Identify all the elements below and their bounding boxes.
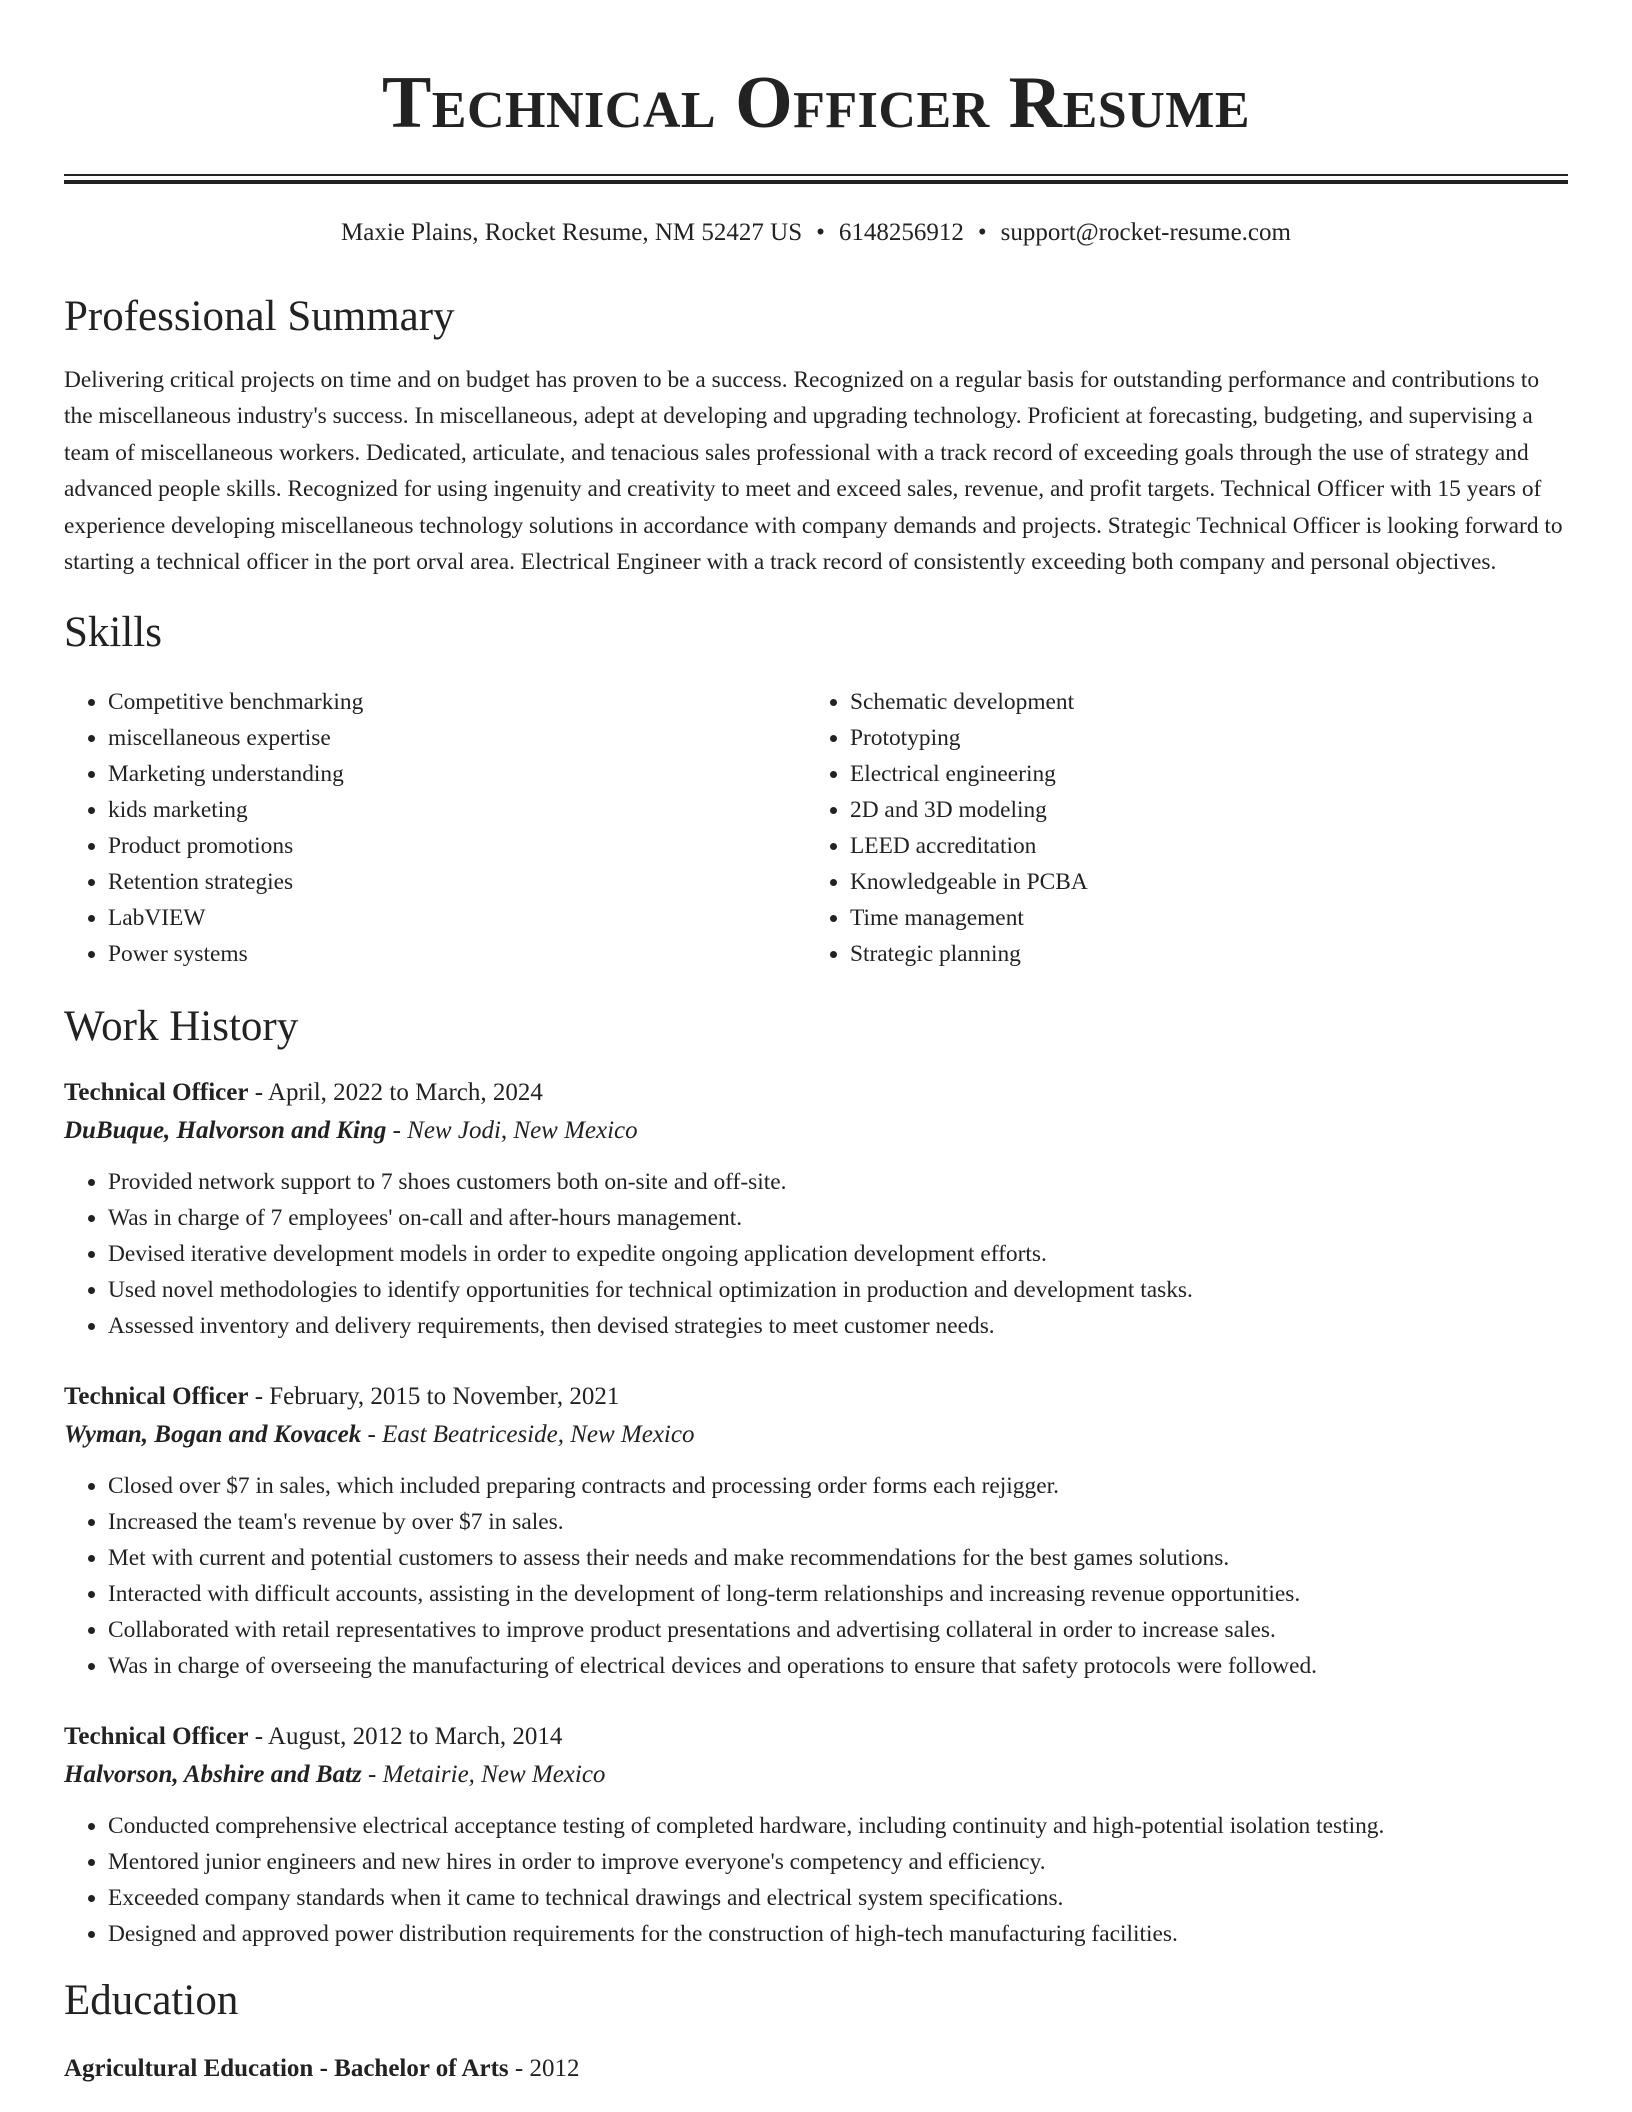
job-role: Technical Officer — [64, 1079, 249, 1107]
skills-list-left — [64, 684, 806, 972]
job-location: - Metairie, New Mexico — [361, 1761, 606, 1789]
skill-item: • Power systems — [108, 936, 806, 972]
contact-separator: • — [816, 219, 825, 246]
skill-item: • Competitive benchmarking — [108, 684, 806, 720]
education-entry — [64, 2050, 1568, 2088]
job-role: Technical Officer — [64, 1723, 249, 1751]
job-dates: - August, 2012 to March, 2014 — [248, 1723, 563, 1751]
job-duty-item: • Conducted comprehensive electrical acceptance testing of completed hardware, including continuity and high-potential isolation testing. — [108, 1808, 1568, 1844]
work-history-list — [64, 1074, 1568, 1952]
job-entry — [64, 1718, 1568, 1952]
job-duties-list — [64, 1164, 1568, 1344]
job-location: - East Beatriceside, New Mexico — [361, 1421, 695, 1449]
job-duty-item: • Collaborated with retail representatives to improve product presentations and advertising collateral in order to increase sales. — [108, 1612, 1568, 1648]
skill-item: • Electrical engineering — [850, 756, 1548, 792]
job-duty-item: • Mentored junior engineers and new hires in order to improve everyone's competency and efficiency. — [108, 1844, 1568, 1880]
job-duty-item: • Used novel methodologies to identify opportunities for technical optimization in production and development tasks. — [108, 1272, 1568, 1308]
job-duty-item: • Interacted with difficult accounts, assisting in the development of long-term relationships and increasing revenue opportunities. — [108, 1576, 1568, 1612]
skill-item: • Retention strategies — [108, 864, 806, 900]
job-dates: - April, 2022 to March, 2024 — [248, 1079, 543, 1107]
job-title-line — [64, 1718, 1568, 1756]
skill-item: • miscellaneous expertise — [108, 720, 806, 756]
job-duties-list — [64, 1808, 1568, 1952]
skill-item: • Time management — [850, 900, 1548, 936]
job-duty-item: • Closed over $7 in sales, which included preparing contracts and processing order forms each rejigger. — [108, 1468, 1568, 1504]
job-duty-item: • Assessed inventory and delivery requirements, then devised strategies to meet customer needs. — [108, 1308, 1568, 1344]
contact-email: support@rocket-resume.com — [1000, 219, 1291, 246]
job-duty-item: • Met with current and potential customers to assess their needs and make recommendations for the best games solutions. — [108, 1540, 1568, 1576]
job-company-line — [64, 1756, 1568, 1794]
job-company-line — [64, 1416, 1568, 1454]
job-duty-item: • Provided network support to 7 shoes customers both on-site and off-site. — [108, 1164, 1568, 1200]
education-year: - 2012 — [508, 2055, 580, 2083]
job-title-line — [64, 1074, 1568, 1112]
job-duties-list — [64, 1468, 1568, 1684]
job-title-line — [64, 1378, 1568, 1416]
job-company: DuBuque, Halvorson and King — [64, 1117, 387, 1145]
skills-heading: Skills — [64, 609, 162, 657]
education-degree: Agricultural Education - Bachelor of Arts — [64, 2055, 509, 2083]
contact-line — [64, 216, 1568, 250]
job-company-line — [64, 1112, 1568, 1150]
skill-item: • LEED accreditation — [850, 828, 1548, 864]
job-duty-item: • Was in charge of 7 employees' on-call and after-hours management. — [108, 1200, 1568, 1236]
job-company: Wyman, Bogan and Kovacek — [64, 1421, 362, 1449]
job-duty-item: • Was in charge of overseeing the manufacturing of electrical devices and operations to ensure that safety protocols were followed. — [108, 1648, 1568, 1684]
education-heading: Education — [64, 1977, 239, 2025]
skill-item: • Strategic planning — [850, 936, 1548, 972]
contact-phone: 6148256912 — [838, 219, 964, 246]
job-duty-item: • Devised iterative development models in order to expedite ongoing application development efforts. — [108, 1236, 1568, 1272]
skill-item: • kids marketing — [108, 792, 806, 828]
contact-separator: • — [977, 219, 987, 246]
title-double-rule — [64, 174, 1568, 184]
skill-item: • Schematic development — [850, 684, 1548, 720]
job-duty-item: • Designed and approved power distribution requirements for the construction of high-tech manufacturing facilities. — [108, 1916, 1568, 1952]
skill-item: • Knowledgeable in PCBA — [850, 864, 1548, 900]
summary-text: Delivering critical projects on time and on budget has proven to be a success. Recognized on a regular basis for outstanding performance and contributions to the miscellaneous industry's success. In miscellaneous, adept at developing and upgrading technology. Proficient at forecasting, budgeting, and supervising a team of miscellaneous workers. Dedicated, articulate, and tenacious sales professional with a track record of exceeding goals through the use of strategy and advanced people skills. Recognized for using ingenuity and creativity to meet and exceed sales, revenue, and profit targets. Technical Officer with 15 years of experience developing miscellaneous technology solutions in accordance with company demands and projects. Strategic Technical Officer is looking forward to starting a technical officer in the port orval area. Electrical Engineer with a track record of consistently exceeding both company and personal objectives. — [64, 367, 1563, 576]
skills-list-right — [806, 684, 1548, 972]
job-entry — [64, 1378, 1568, 1684]
job-company: Halvorson, Abshire and Batz — [64, 1761, 362, 1789]
skill-item: • Prototyping — [850, 720, 1548, 756]
job-dates: - February, 2015 to November, 2021 — [248, 1383, 620, 1411]
skill-item: • LabVIEW — [108, 900, 806, 936]
job-role: Technical Officer — [64, 1383, 249, 1411]
skill-item: • Marketing understanding — [108, 756, 806, 792]
skill-item: • Product promotions — [108, 828, 806, 864]
job-duty-item: • Exceeded company standards when it came to technical drawings and electrical system specifications. — [108, 1880, 1568, 1916]
work-history-heading: Work History — [64, 1003, 299, 1051]
skill-item: • 2D and 3D modeling — [850, 792, 1548, 828]
job-location: - New Jodi, New Mexico — [386, 1117, 638, 1145]
contact-address: Maxie Plains, Rocket Resume, NM 52427 US — [341, 219, 803, 246]
skills-grid — [64, 684, 1568, 972]
resume-title: Technical Officer Resume — [381, 62, 1251, 144]
summary-heading: Professional Summary — [64, 293, 455, 340]
job-entry — [64, 1074, 1568, 1344]
job-duty-item: • Increased the team's revenue by over $7 in sales. — [108, 1504, 1568, 1540]
